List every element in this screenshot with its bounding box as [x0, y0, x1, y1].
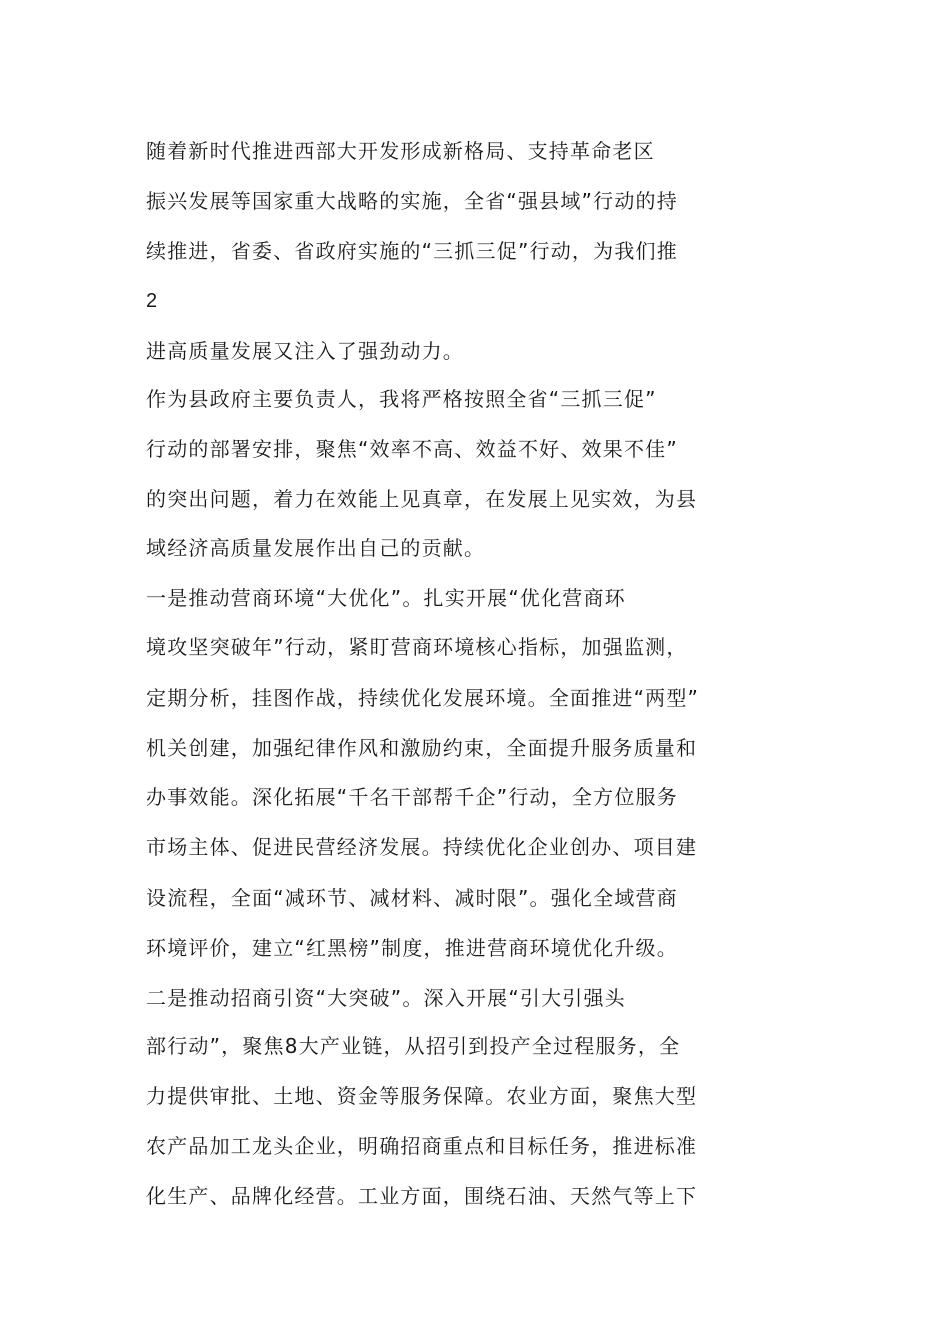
text-line: 设流程，全面“减环节、减材料、减时限”。强化全域营商 [146, 886, 678, 910]
text-line: 农产品加工龙头企业，明确招商重点和目标任务，推进标准 [146, 1134, 698, 1158]
text-line: 行动的部署安排，聚焦“效率不高、效益不好、效果不佳” [146, 437, 678, 461]
text-line: 化生产、品牌化经营。工业方面，围绕石油、天然气等上下 [146, 1184, 698, 1208]
text-line: 二是推动招商引资“大突破”。深入开展“引大引强头 [146, 986, 626, 1010]
text-line: 机关创建，加强纪律作风和激励约束，全面提升服务质量和 [146, 736, 698, 760]
text-line: 一是推动营商环境“大优化”。扎实开展“优化营商环 [146, 586, 626, 610]
text-line: 部行动”，聚焦8大产业链，从招引到投产全过程服务，全 [146, 1034, 681, 1058]
text-line: 进高质量发展又注入了强劲动力。 [146, 339, 464, 363]
text-line: 域经济高质量发展作出自己的贡献。 [146, 536, 486, 560]
text-line: 随着新时代推进西部大开发形成新格局、支持革命老区 [146, 139, 655, 163]
text-line: 环境评价，建立“红黑榜”制度，推进营商环境优化升级。 [146, 936, 678, 960]
text-line: 办事效能。深化拓展“千名干部帮千企”行动，全方位服务 [146, 785, 678, 809]
text-line: 续推进，省委、省政府实施的“三抓三促”行动，为我们推 [146, 239, 678, 263]
text-line: 的突出问题，着力在效能上见真章，在发展上见实效，为县 [146, 487, 698, 511]
text-line: 境攻坚突破年”行动，紧盯营商环境核心指标，加强监测， [146, 635, 688, 659]
text-line: 振兴发展等国家重大战略的实施，全省“强县域”行动的持 [146, 189, 678, 213]
text-line: 作为县政府主要负责人，我将严格按照全省“三抓三促” [146, 387, 657, 411]
text-line: 定期分析，挂图作战，持续优化发展环境。全面推进“两型” [146, 686, 700, 710]
text-line: 力提供审批、土地、资金等服务保障。农业方面，聚焦大型 [146, 1084, 698, 1108]
text-line: 市场主体、促进民营经济发展。持续优化企业创办、项目建 [146, 835, 698, 859]
page-number: 2 [146, 290, 158, 312]
